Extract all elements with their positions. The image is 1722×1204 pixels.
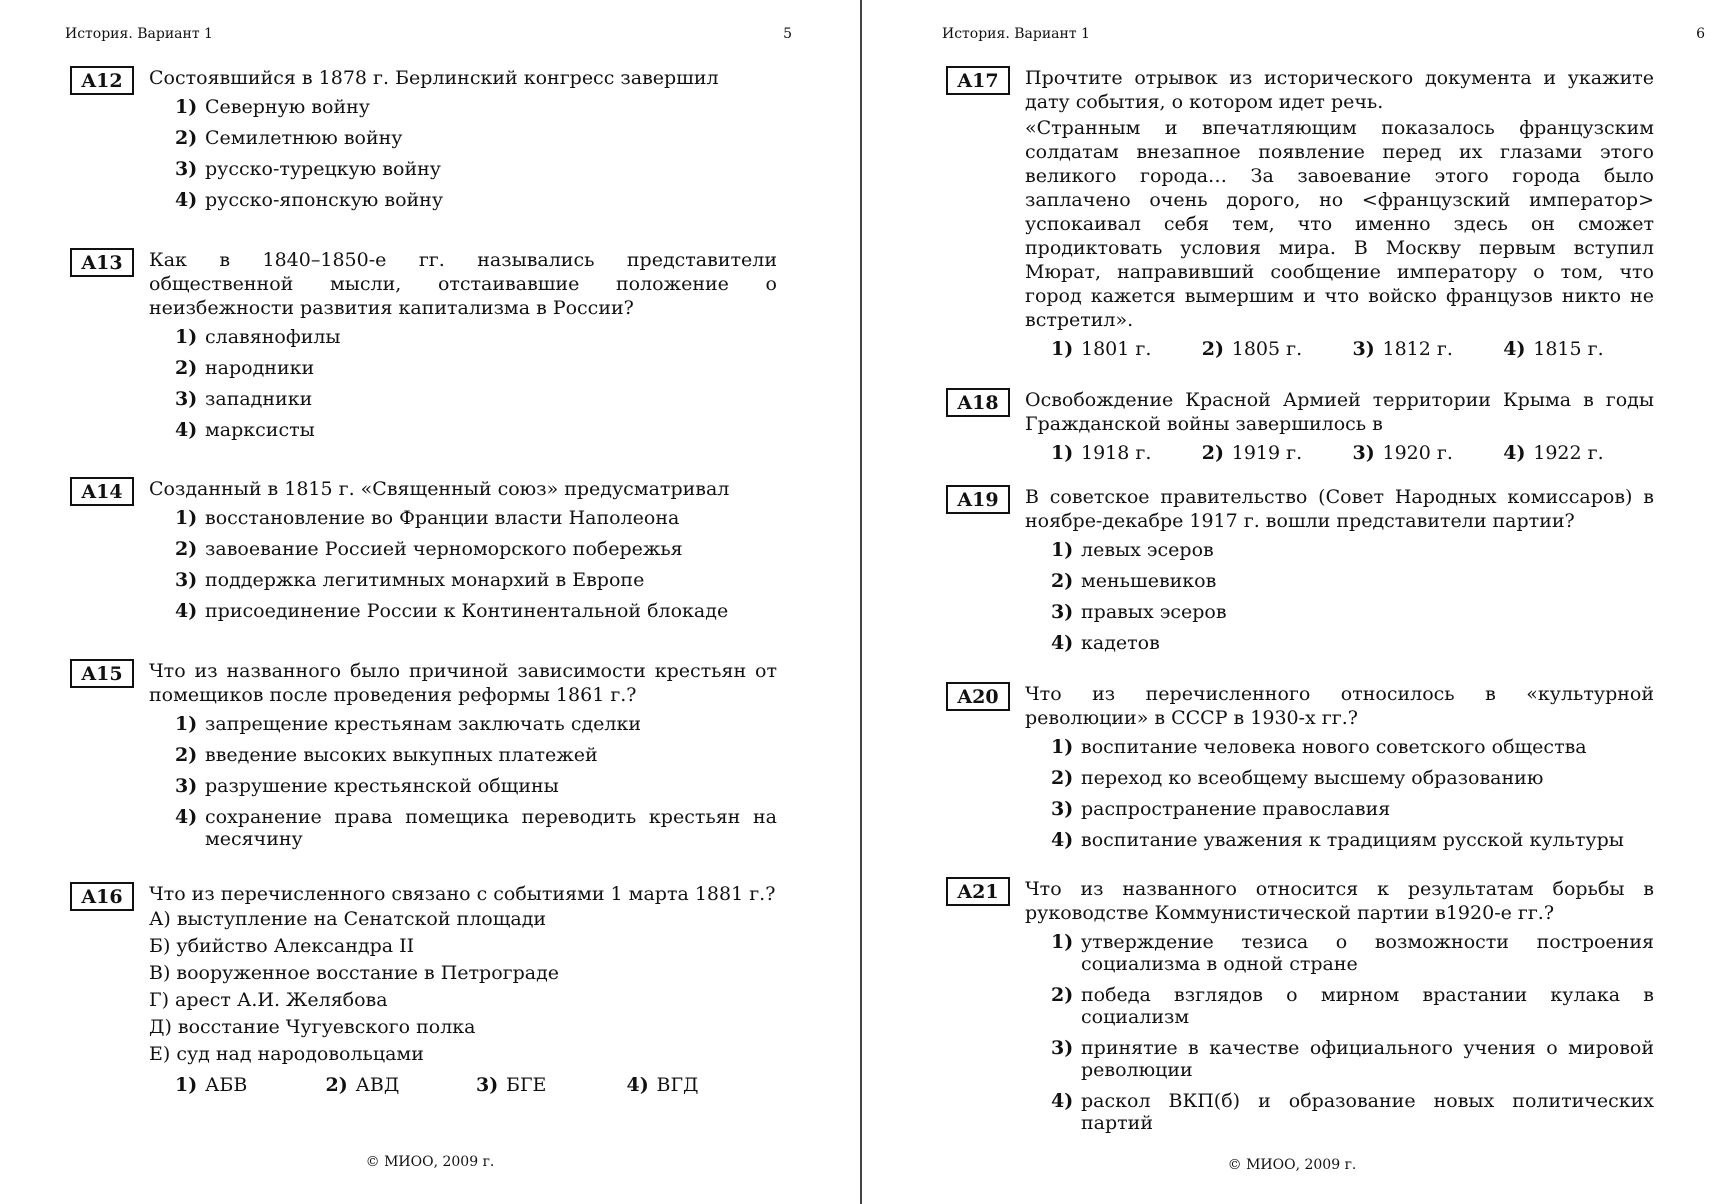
answer-option: 3) 1812 г.	[1352, 338, 1453, 360]
page-number: 6	[1696, 26, 1705, 42]
left-page	[0, 0, 860, 1204]
answer-options	[175, 326, 777, 441]
answer-option: 1) восстановление во Франции власти Наполеона	[175, 507, 680, 529]
page-number: 5	[783, 26, 792, 42]
answer-options	[1051, 736, 1654, 851]
question-text: Что из названного относится к результатам борьбы в руководстве Коммунистической партии в1920-е гг.?	[1025, 878, 1654, 924]
answer-option: 4) 1815 г.	[1503, 338, 1604, 360]
task-label: A16	[70, 882, 134, 911]
answer-options	[175, 507, 777, 622]
answer-option: 4) присоединение России к Континентальной блокаде	[175, 600, 729, 622]
event-item: Б) убийство Александра II	[149, 935, 415, 957]
answer-option: 1) 1918 г.	[1051, 442, 1152, 464]
task-label: A21	[946, 877, 1010, 906]
answer-option: 1) воспитание человека нового советского общества	[1051, 736, 1587, 758]
question-text: Состоявшийся в 1878 г. Берлинский конгресс завершил	[149, 67, 719, 89]
answer-option: 2) меньшевиков	[1051, 570, 1217, 592]
answer-option: 4) воспитание уважения к традициям русской культуры	[1051, 829, 1624, 851]
question-text: Как в 1840–1850-е гг. назывались представители общественной мысли, отстаивавшие положение о неизбежности развития капитализма в России?	[149, 249, 777, 319]
answer-options	[1051, 931, 1654, 1134]
answer-option: 2) 1919 г.	[1201, 442, 1303, 464]
answer-option: 3) БГЕ	[476, 1074, 547, 1096]
answer-option: 1) левых эсеров	[1051, 539, 1214, 561]
answer-option: 4) сохранение права помещика переводить крестьян на месячину	[175, 806, 777, 850]
event-item: Г) арест А.И. Желябова	[149, 989, 388, 1011]
answer-option: 4) марксисты	[175, 419, 315, 441]
answer-option: 3) правых эсеров	[1051, 601, 1227, 623]
answer-option: 1) Северную войну	[175, 96, 370, 118]
question-text: Что из перечисленного относилось в «культурной революции» в СССР в 1930-х гг.?	[1025, 683, 1654, 729]
task-label: A19	[946, 485, 1010, 514]
answer-option: 2) 1805 г.	[1201, 338, 1303, 360]
answer-options	[175, 96, 777, 211]
answer-option: 4) ВГД	[626, 1074, 699, 1096]
task-label: A17	[946, 66, 1010, 95]
answer-option: 2) АВД	[325, 1074, 400, 1096]
event-item: Е) суд над народовольцами	[149, 1043, 424, 1065]
answer-options	[175, 1074, 777, 1096]
answer-option: 2) победа взглядов о мирном врастании кулака в социализм	[1051, 984, 1654, 1028]
answer-option: 1) запрещение крестьянам заключать сделки	[175, 713, 642, 735]
answer-options	[1051, 338, 1654, 360]
answer-option: 2) завоевание Россией черноморского побережья	[175, 538, 683, 560]
answer-option: 2) народники	[175, 357, 315, 379]
answer-option: 4) русско-японскую войну	[175, 189, 444, 211]
event-item: Д) восстание Чугуевского полка	[149, 1016, 476, 1038]
answer-option: 3) принятие в качестве официального учения о мировой революции	[1051, 1037, 1654, 1081]
answer-option: 3) поддержка легитимных монархий в Европе	[175, 569, 645, 591]
page-footer: © МИОО, 2009 г.	[1227, 1157, 1357, 1173]
answer-option: 3) распространение православия	[1051, 798, 1391, 820]
task-label: A13	[70, 248, 134, 277]
question-text: Что из названного было причиной зависимости крестьян от помещиков после проведения реформы 1861 г.?	[149, 660, 777, 706]
answer-option: 3) 1920 г.	[1352, 442, 1453, 464]
task-label: A14	[70, 477, 134, 506]
question-text: Освобождение Красной Армией территории Крыма в годы Гражданской войны завершилось в	[1025, 389, 1654, 435]
answer-option: 3) русско-турецкую войну	[175, 158, 441, 180]
answer-option: 2) переход ко всеобщему высшему образованию	[1051, 767, 1544, 789]
event-item: А) выступление на Сенатской площади	[149, 908, 547, 930]
page-header-title: История. Вариант 1	[65, 26, 213, 42]
right-page	[862, 0, 1722, 1204]
page-footer: © МИОО, 2009 г.	[365, 1154, 495, 1170]
answer-option: 2) Семилетнюю войну	[175, 127, 403, 149]
task-label: A20	[946, 682, 1010, 711]
task-label: A12	[70, 66, 134, 95]
answer-option: 4) 1922 г.	[1503, 442, 1604, 464]
answer-options	[175, 713, 777, 850]
answer-option: 1) АБВ	[175, 1074, 248, 1096]
question-text: Прочтите отрывок из исторического документа и укажите дату события, о котором идет речь.	[1025, 67, 1654, 113]
question-text: Созданный в 1815 г. «Священный союз» предусматривал	[149, 478, 730, 500]
task-label: A18	[946, 388, 1010, 417]
document-quote: «Странным и впечатляющим показалось французским солдатам внезапное появление перед их глазами этого великого города… За завоевание этого города было заплачено очень дорого, но <французский император> успокаивал себя тем, что именно здесь он сможет продиктовать условия мира. В Москву первым вступил Мюрат, направивший сообщение императору о том, что город кажется вымершим и что войско французов никто не встретил».	[1025, 117, 1654, 331]
page-header-title: История. Вариант 1	[942, 26, 1090, 42]
answer-option: 1) 1801 г.	[1051, 338, 1152, 360]
question-text: Что из перечисленного связано с событиями 1 марта 1881 г.?	[149, 883, 776, 905]
answer-option: 1) утверждение тезиса о возможности построения социализма в одной стране	[1051, 931, 1654, 975]
answer-options	[1051, 539, 1654, 654]
answer-option: 4) кадетов	[1051, 632, 1160, 654]
answer-option: 3) западники	[175, 388, 313, 410]
answer-options	[1051, 442, 1654, 464]
answer-option: 4) раскол ВКП(б) и образование новых политических партий	[1051, 1090, 1654, 1134]
answer-option: 2) введение высоких выкупных платежей	[175, 744, 598, 766]
answer-option: 1) славянофилы	[175, 326, 341, 348]
answer-option: 3) разрушение крестьянской общины	[175, 775, 559, 797]
event-item: В) вооруженное восстание в Петрограде	[149, 962, 560, 984]
task-label: A15	[70, 659, 134, 688]
question-text: В советское правительство (Совет Народных комиссаров) в ноябре-декабре 1917 г. вошли представители партии?	[1025, 486, 1654, 532]
